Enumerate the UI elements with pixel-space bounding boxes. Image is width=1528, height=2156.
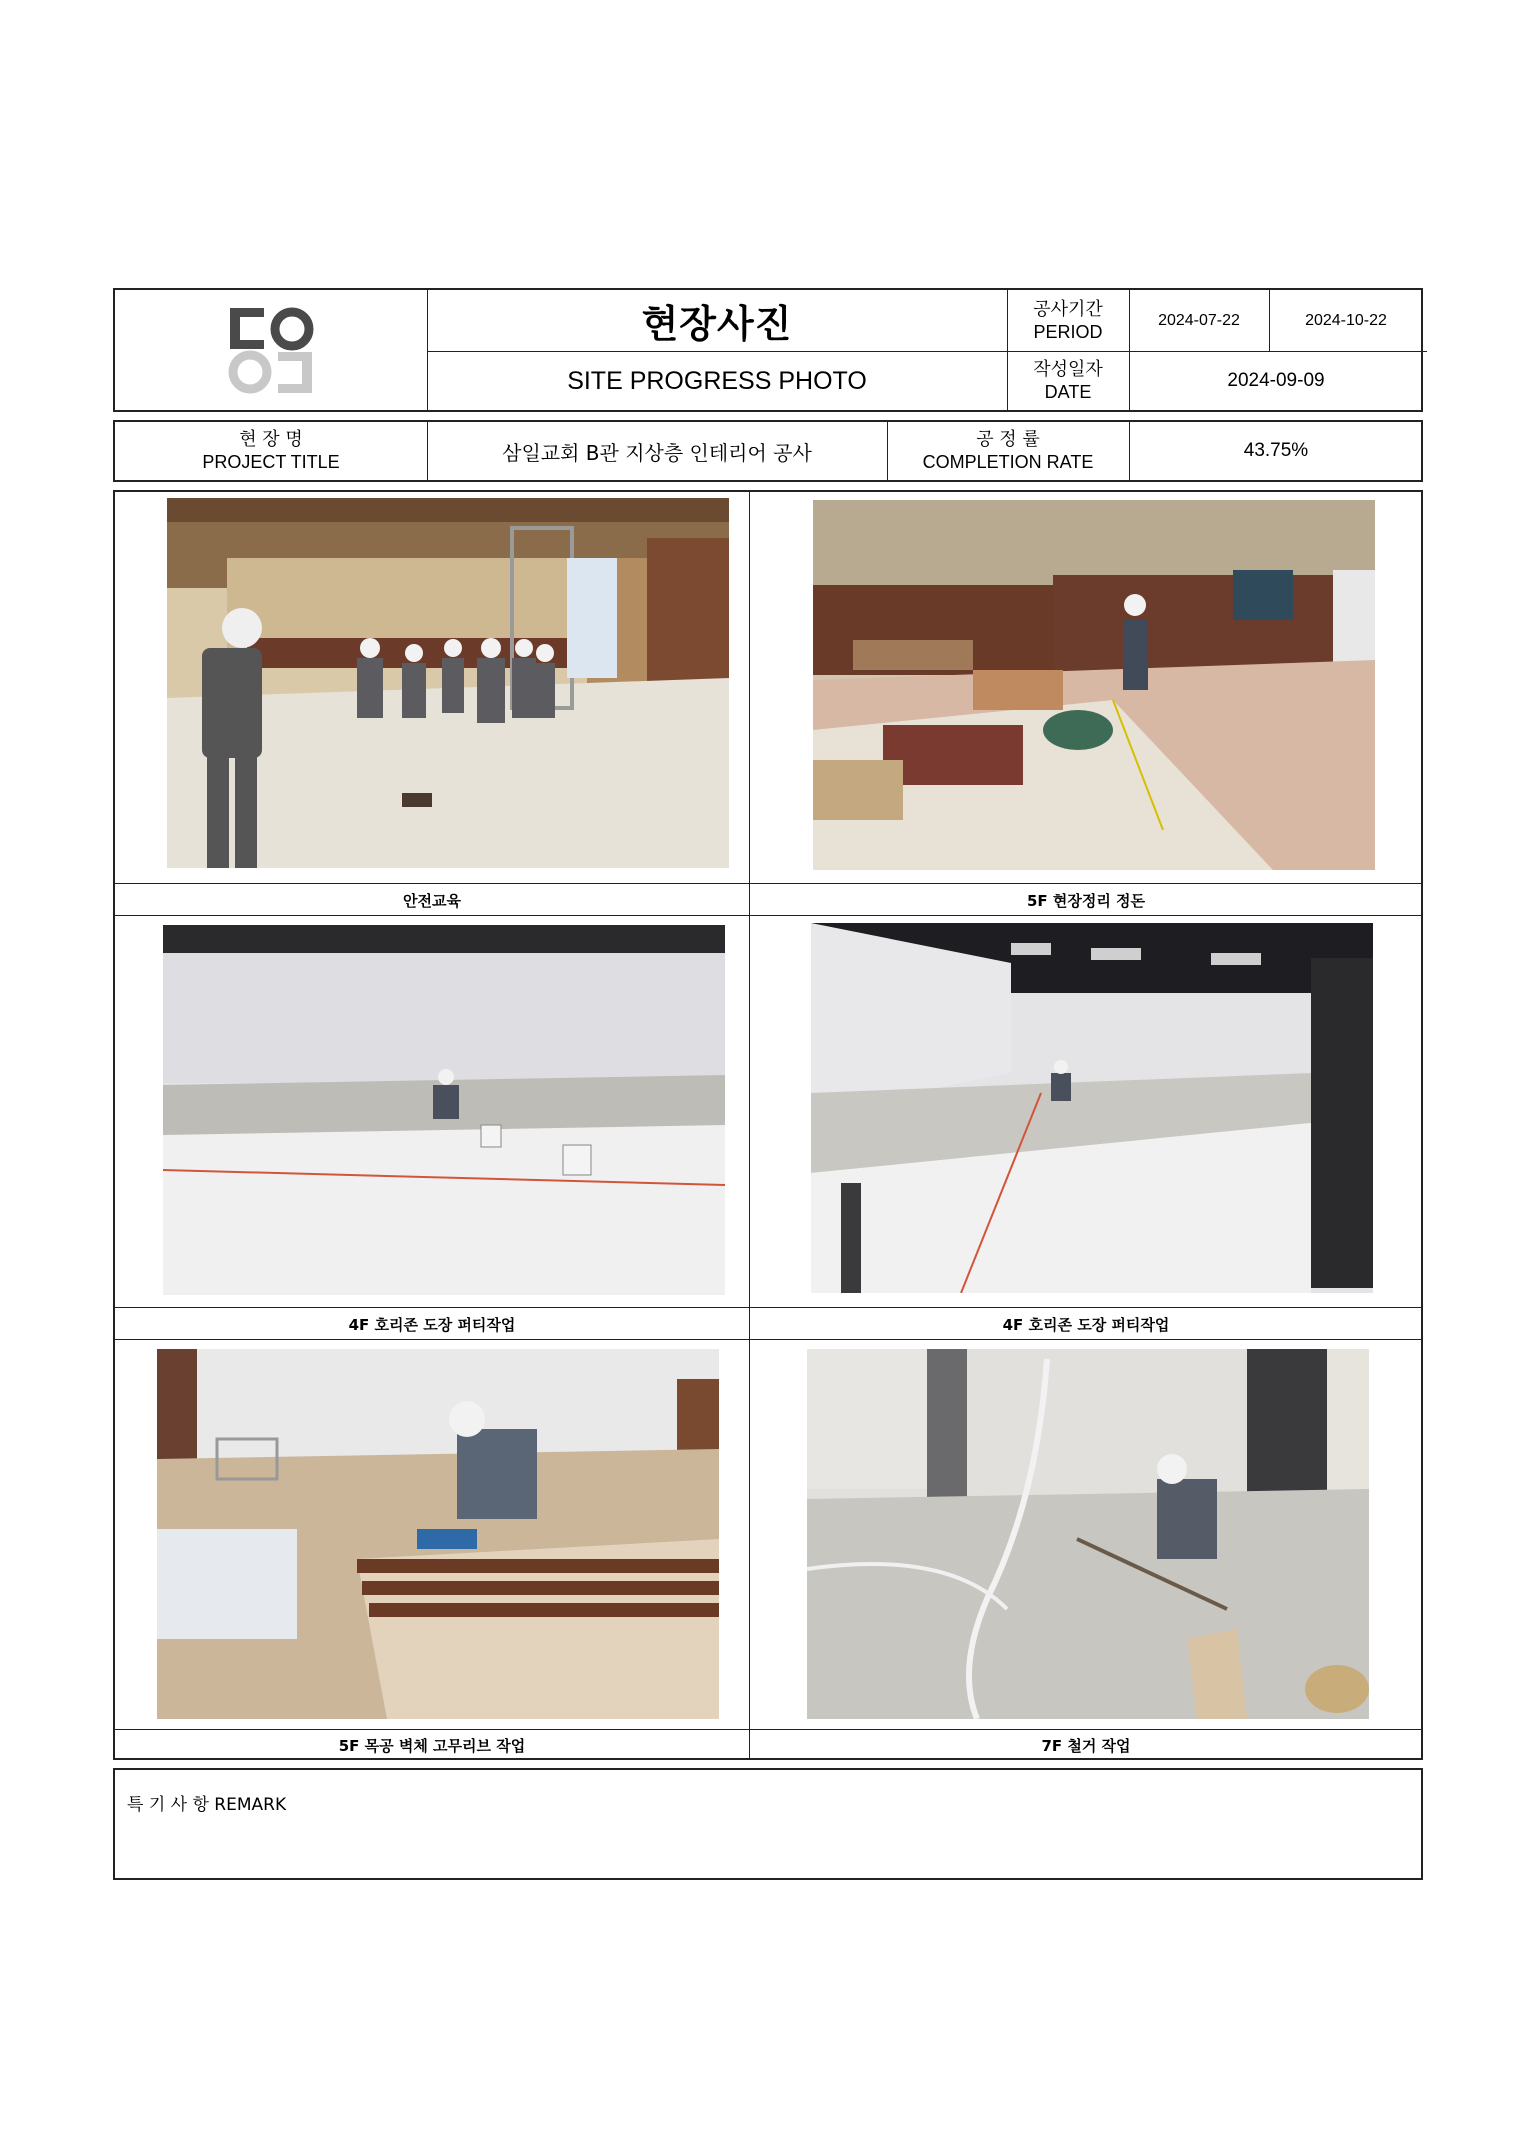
photo-caption-3: 4F 호리존 도장 퍼티작업	[348, 1315, 516, 1334]
horizon-putty-photo	[163, 925, 725, 1295]
project-title-value: 삼일교회 B관 지상층 인테리어 공사	[502, 440, 812, 465]
photo-caption-4: 4F 호리존 도장 퍼티작업	[1002, 1315, 1170, 1334]
photo-grid	[113, 490, 1423, 1760]
date-label: 작성일자 DATE	[1033, 359, 1103, 402]
report-sheet	[113, 288, 1423, 1880]
site-cleanup-photo	[813, 500, 1375, 870]
photo-caption-1: 안전교육	[403, 891, 461, 910]
photo-caption-6: 7F 철거 작업	[1041, 1737, 1131, 1755]
page-subtitle: SITE PROGRESS PHOTO	[567, 366, 867, 395]
period-end: 2024-10-22	[1305, 311, 1387, 329]
completion-rate-value: 43.75%	[1243, 440, 1309, 461]
period-label: 공사기간 PERIOD	[1033, 298, 1103, 342]
logo-icon	[226, 302, 316, 398]
demolition-photo	[807, 1349, 1369, 1719]
project-row	[113, 420, 1423, 482]
horizon-putty-photo-2	[811, 923, 1373, 1293]
company-logo	[115, 290, 427, 410]
photo-caption-2: 5F 현장정리 정돈	[1026, 891, 1146, 910]
remark-label: 특 기 사 항 REMARK	[127, 1795, 287, 1815]
period-start: 2024-07-22	[1158, 311, 1240, 329]
report-date: 2024-09-09	[1227, 370, 1325, 391]
remark-section	[113, 1768, 1423, 1880]
report-header	[113, 288, 1423, 412]
completion-rate-label: 공 정 률 COMPLETION RATE	[922, 429, 1094, 472]
carpentry-wall-photo	[157, 1349, 719, 1719]
safety-briefing-photo	[167, 498, 729, 868]
project-title-label: 현 장 명 PROJECT TITLE	[202, 429, 340, 472]
page-title: 현장사진	[641, 302, 793, 346]
photo-caption-5: 5F 목공 벽체 고무리브 작업	[338, 1737, 526, 1755]
